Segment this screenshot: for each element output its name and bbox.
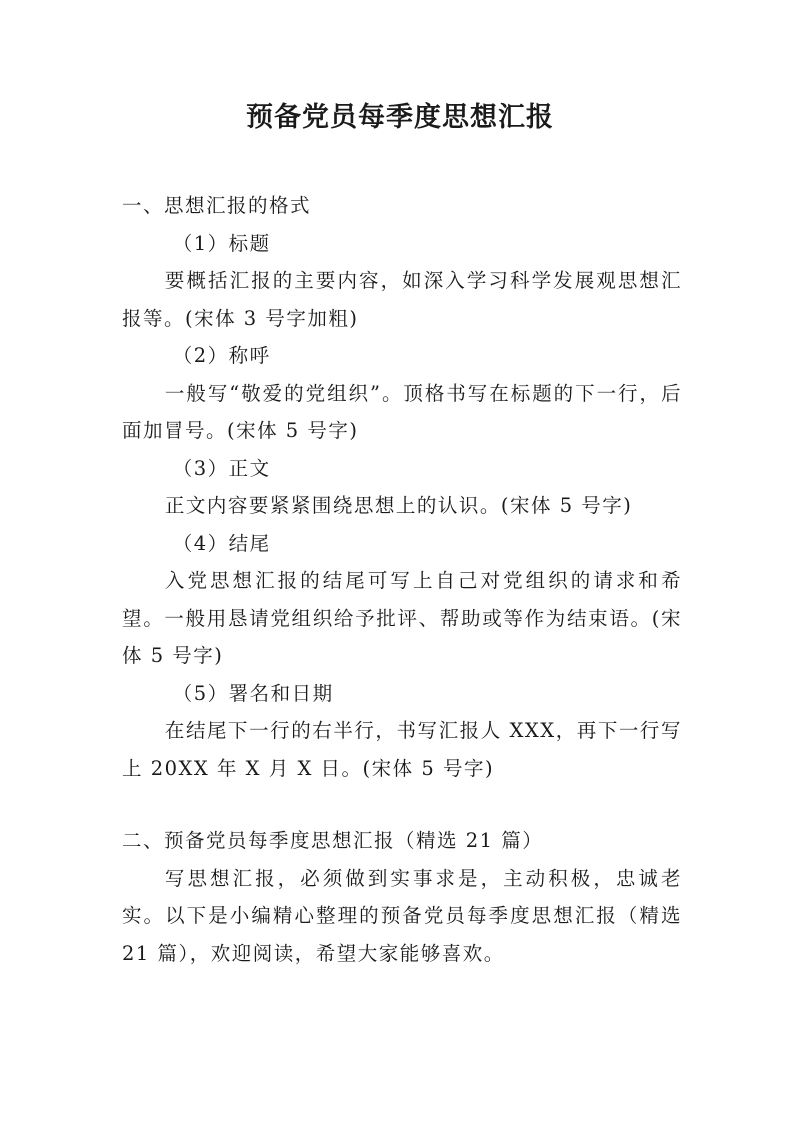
- paragraph-ending: 入党思想汇报的结尾可写上自己对党组织的请求和希望。一般用恳请党组织给予批评、帮助或等作为结束语。(宋体 5 号字): [122, 569, 682, 667]
- paragraph-body: 正文内容要紧紧围绕思想上的认识。(宋体 5 号字): [164, 494, 633, 517]
- paragraph-salutation: 一般写“敬爱的党组织”。顶格书写在标题的下一行，后面加冒号。(宋体 5 号字): [122, 381, 682, 442]
- paragraph-signature: 在结尾下一行的右半行，书写汇报人 XXX，再下一行写上 20XX 年 X 月 X 日。(宋体 5 号字): [122, 719, 682, 780]
- section-heading: 二、预备党员每季度思想汇报（精选 21 篇）: [122, 829, 544, 852]
- subheading-title: （1）标题: [172, 231, 271, 255]
- subheading-ending: （4）结尾: [172, 531, 271, 555]
- section-heading: 一、思想汇报的格式: [122, 194, 312, 217]
- subheading-salutation: （2）称呼: [172, 344, 271, 367]
- section-selection: [122, 822, 682, 972]
- paragraph-title: 要概括汇报的主要内容，如深入学习科学发展观思想汇报等。(宋体 3 号字加粗): [122, 269, 682, 330]
- paragraph-intro: 写思想汇报，必须做到实事求是，主动积极，忠诚老实。以下是小编精心整理的预备党员每季度思想汇报（精选 21 篇），欢迎阅读，希望大家能够喜欢。: [122, 866, 682, 965]
- subheading-body: （3）正文: [172, 456, 271, 480]
- document-title: 预备党员每季度思想汇报: [246, 102, 554, 133]
- subheading-signature: （5）署名和日期: [172, 681, 334, 705]
- section-format: [122, 187, 682, 787]
